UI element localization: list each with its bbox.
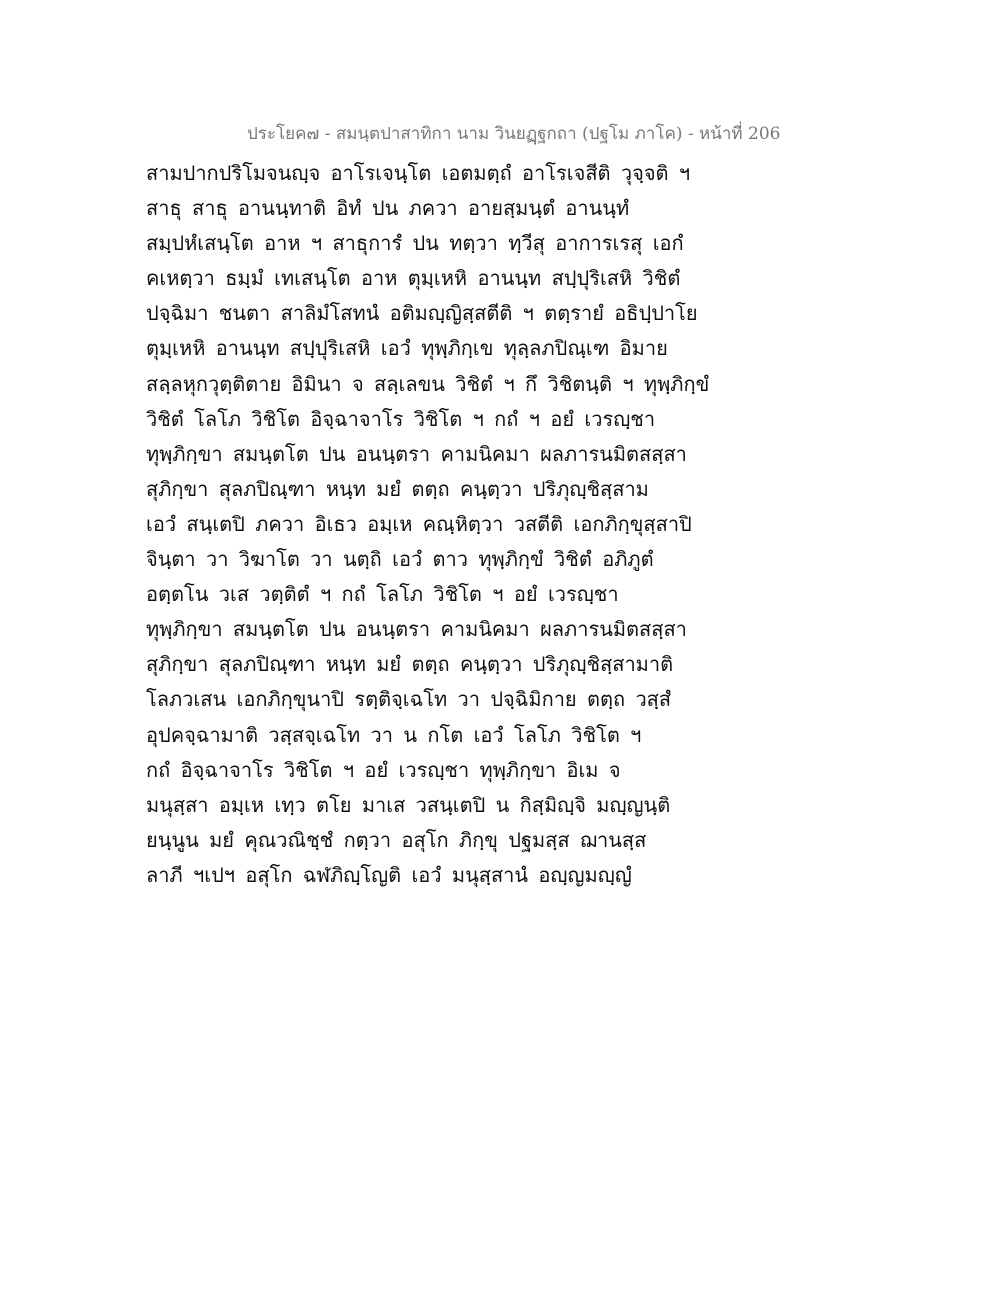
text-line: กถํ อิจฺฉาจาโร วิชิโต ฯ อยํ เวรญฺชา ทุพฺภิกฺขา อิเม จ [146,757,621,782]
body-text [146,156,710,893]
text-line: สามปากปริโมจนญฺจ อาโรเจนฺโต เอตมตฺถํ อาโรเจสีติ วุจฺจติ ฯ [146,161,691,185]
text-line: คเหตฺวา ธมฺมํ เทเสนฺโต อาห ตุมฺเหหิ อานนฺท สปฺปุริเสหิ วิชิตํ [146,266,681,291]
text-line: ยนฺนูน มยํ คุณวณิชฺชํ กตฺวา อสุโก ภิกฺขุ ปฐมสฺส ฌานสฺส [146,827,647,852]
text-line: เอวํ สนฺเตปิ ภควา อิเธว อมฺเห คณฺหิตฺวา วสตีติ เอกภิกฺขุสฺสาปิ [146,511,692,536]
text-line: สลฺลหุกวุตฺติตาย อิมินา จ สลฺเลขน วิชิตํ ฯ กึ วิชิตนฺติ ฯ ทุพฺภิกฺขํ [146,371,710,396]
text-line: อุปคจฺฉามาติ วสฺสจฺเฉโท วา น กโต เอวํ โลโภ วิชิโต ฯ [146,722,642,747]
text-line: ทุพฺภิกฺขา สมนฺตโต ปน อนนฺตรา คามนิคมา ผลภารนมิตสสฺสา [146,441,687,466]
text-line: วิชิตํ โลโภ วิชิโต อิจฺฉาจาโร วิชิโต ฯ กถํ ฯ อยํ เวรญฺชา [146,406,656,431]
text-line: สุภิกฺขา สุลภปิณฺฑา หนฺท มยํ ตตฺถ คนฺตฺวา ปริภุญฺชิสฺสาม [146,476,649,501]
text-line: โลภวเสน เอกภิกฺขุนาปิ รตฺติจฺเฉโท วา ปจฺฉิมิกาย ตตฺถ วสฺสํ [146,687,672,712]
text-line: สมฺปหํเสนฺโต อาห ฯ สาธุการํ ปน ทตฺวา ทฺวีสุ อาการเรสุ เอกํ [146,231,684,256]
text-line: ปจฺฉิมา ชนตา สาลิมํโสทนํ อติมญฺญิสฺสตีติ ฯ ตตฺรายํ อธิปฺปาโย [146,301,698,326]
text-line: ทุพฺภิกฺขา สมนฺตโต ปน อนนฺตรา คามนิคมา ผลภารนมิตสสฺสา [146,617,687,642]
text-line: มนุสฺสา อมฺเห เทฺว ตโย มาเส วสนฺเตปิ น กิสฺมิญฺจิ มญฺญนฺติ [146,792,671,817]
text-line: อตฺตโน วเส วตฺติตํ ฯ กถํ โลโภ วิชิโต ฯ อยํ เวรญฺชา [146,582,619,607]
text-line: สาธุ สาธุ อานนฺทาติ อิทํ ปน ภควา อายสฺมนฺตํ อานนฺทํ [146,196,630,221]
text-line: ลาภี ฯเปฯ อสุโก ฉฬภิญฺโญติ เอวํ มนุสฺสานํ อญฺญมญฺญํ [146,862,632,887]
text-line: จินฺตา วา วิฆาโต วา นตฺถิ เอวํ ตาว ทุพฺภิกฺขํ วิชิตํ อภิภูตํ [146,547,654,572]
text-line: ตุมฺเหหิ อานนฺท สปฺปุริเสหิ เอวํ ทุพฺภิกฺเข ทุลฺลภปิณฺเฑ อิมาย [146,336,668,361]
running-header: ประโยค๗ - สมนฺตปาสาทิกา นาม วินยฏฺฐกถา (ปฐโม ภาโค) - หน้าที่ 206 [247,124,781,144]
text-line: สุภิกฺขา สุลภปิณฺฑา หนฺท มยํ ตตฺถ คนฺตฺวา ปริภุญฺชิสฺสามาติ [146,652,674,677]
